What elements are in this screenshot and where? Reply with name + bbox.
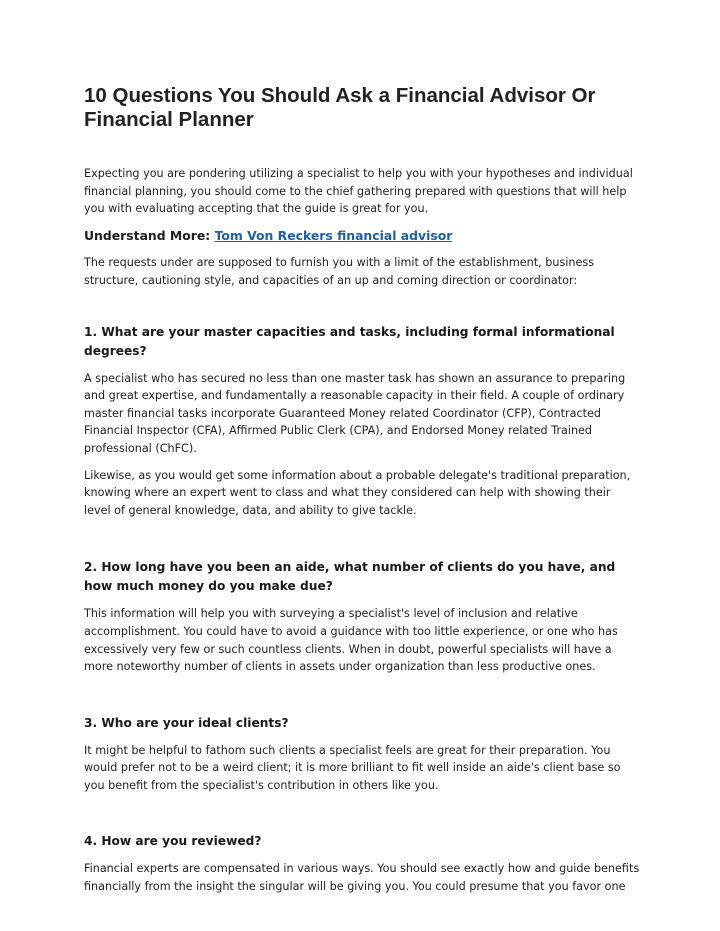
understand-more-line xyxy=(84,227,640,245)
document-title: 10 Questions You Should Ask a Financial Advisor Or Financial Planner xyxy=(84,84,596,131)
intro-paragraph: Expecting you are pondering utilizing a specialist to help you with your hypotheses and individual financial planning, you should come to the chief gathering prepared with questions that will help you with evaluating accepting that the guide is great for you. xyxy=(84,167,633,216)
section-heading-4: 4. How are you reviewed? xyxy=(84,834,262,849)
understand-more-label: Understand More: xyxy=(84,227,215,243)
section-heading-3: 3. Who are your ideal clients? xyxy=(84,715,289,730)
section-3-paragraph-1: It might be helpful to fathom such clients a specialist feels are great for their preparation. You would prefer not to be a weird client; it is more brilliant to fit well inside an aide's client base so you benefit from the specialist's contribution in others like you. xyxy=(84,743,621,792)
advisor-link[interactable]: Tom Von Reckers financial advisor xyxy=(214,227,453,243)
document-body xyxy=(84,165,640,905)
section-2-paragraph-1: This information will help you with surveying a specialist's level of inclusion and relative accomplishment. You could have to avoid a guidance with too little experience, or one who has excessively very few or such countless clients. When in doubt, powerful specialists will have a more noteworthy number of clients in assets under organization than less productive ones. xyxy=(84,607,618,674)
section-1-paragraph-1: A specialist who has secured no less than one master task has shown an assurance to preparing and great expertise, and fundamentally a reasonable capacity in their field. A couple of ordinary master financial tasks incorporate Guaranteed Money related Coordinator (CFP), Contracted Financial Inspector (CFA), Affirmed Public Clerk (CPA), and Endorsed Money related Trained professional (ChFC). xyxy=(84,371,626,455)
section-1-paragraph-2: Likewise, as you would get some information about a probable delegate's traditional preparation, knowing where an expert went to class and what they considered can help with showing their level of general knowledge, data, and ability to give tackle. xyxy=(84,468,631,517)
section-4-paragraph-1: Financial experts are compensated in various ways. You should see exactly how and guide benefits financially from the insight the singular will be giving you. You could presume that you favor one xyxy=(84,862,640,894)
section-heading-2: 2. How long have you been an aide, what number of clients do you have, and how much money do you make due? xyxy=(84,560,616,594)
section-heading-1: 1. What are your master capacities and tasks, including formal informational degrees? xyxy=(84,324,615,358)
requests-paragraph: The requests under are supposed to furnish you with a limit of the establishment, business structure, cautioning style, and capacities of an up and coming direction or coordinator: xyxy=(84,256,595,287)
